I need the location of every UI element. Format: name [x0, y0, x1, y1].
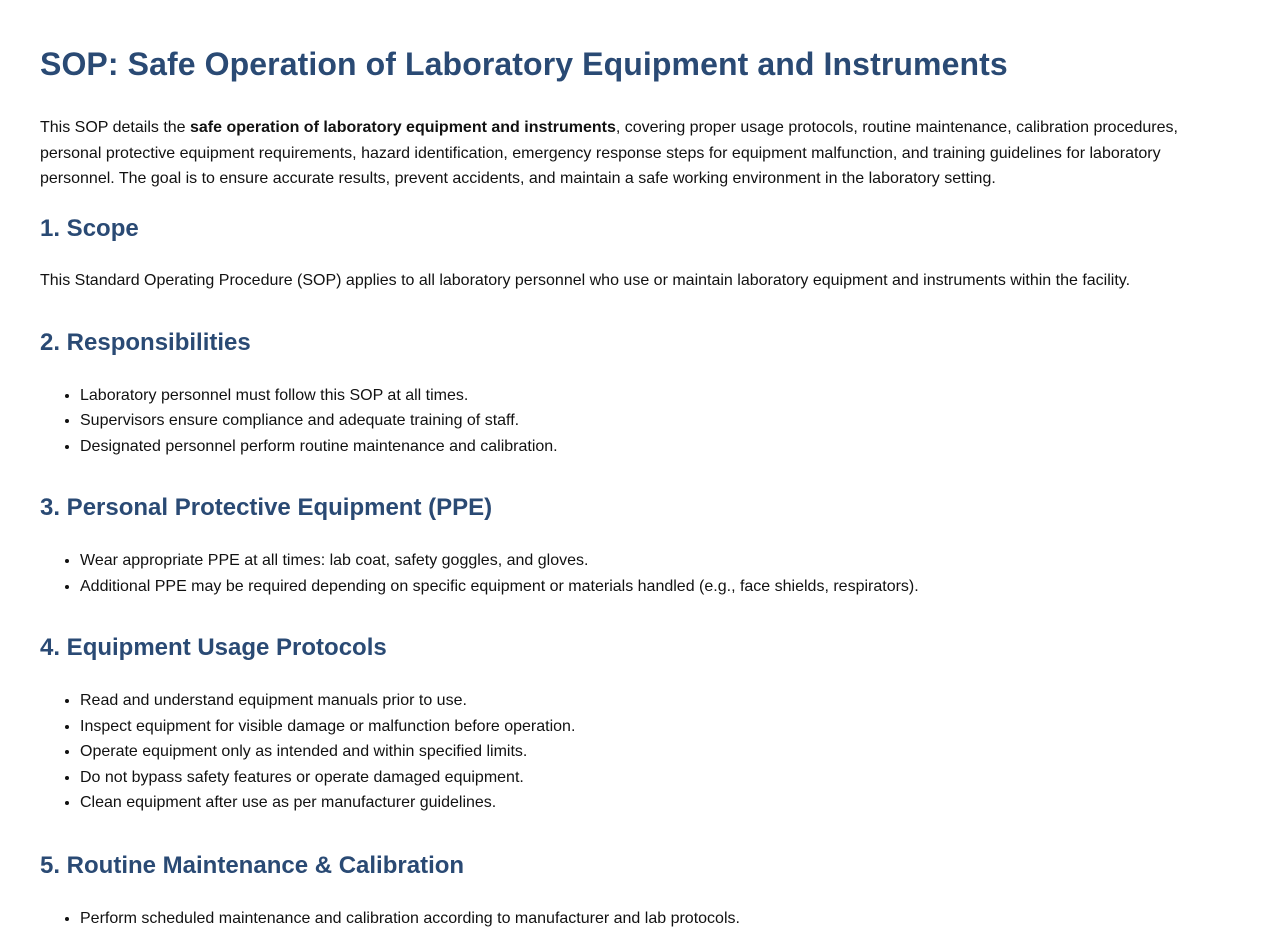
page-title: SOP: Safe Operation of Laboratory Equipment and Instruments — [40, 0, 1223, 84]
list-item: • Do not bypass safety features or operate damaged equipment. — [80, 765, 1223, 791]
list-item: • Laboratory personnel must follow this SOP at all times. — [80, 383, 1223, 409]
intro-bold-phrase: safe operation of laboratory equipment and instruments — [190, 119, 616, 136]
section-heading-usage: 4. Equipment Usage Protocols — [40, 632, 1223, 664]
section-maintenance — [40, 850, 1223, 931]
section-heading-scope: 1. Scope — [40, 213, 1223, 245]
intro-text-start: This SOP details the — [40, 119, 190, 136]
responsibilities-list — [40, 383, 1223, 460]
intro-paragraph — [40, 115, 1210, 192]
list-item: • Additional PPE may be required depending on specific equipment or materials handled (e.g., face shields, respirators). — [80, 574, 1223, 600]
section-heading-ppe: 3. Personal Protective Equipment (PPE) — [40, 492, 1223, 524]
list-item: • Designated personnel perform routine maintenance and calibration. — [80, 434, 1223, 460]
section-ppe — [40, 492, 1223, 599]
section-heading-responsibilities: 2. Responsibilities — [40, 327, 1223, 359]
usage-list — [40, 688, 1223, 816]
list-item: • Clean equipment after use as per manufacturer guidelines. — [80, 790, 1223, 816]
list-item: • Operate equipment only as intended and within specified limits. — [80, 739, 1223, 765]
maintenance-list — [40, 906, 1223, 931]
list-item: • Supervisors ensure compliance and adequate training of staff. — [80, 408, 1223, 434]
list-item: • Inspect equipment for visible damage or malfunction before operation. — [80, 714, 1223, 740]
scope-paragraph: This Standard Operating Procedure (SOP) applies to all laboratory personnel who use or maintain laboratory equipment and instruments within the facility. — [40, 268, 1223, 293]
section-scope — [40, 213, 1223, 293]
section-heading-maintenance: 5. Routine Maintenance & Calibration — [40, 850, 1223, 882]
section-responsibilities — [40, 327, 1223, 460]
list-item: • Wear appropriate PPE at all times: lab coat, safety goggles, and gloves. — [80, 548, 1223, 574]
section-usage-protocols — [40, 632, 1223, 816]
list-item: • Read and understand equipment manuals prior to use. — [80, 688, 1223, 714]
intro-text-end: , covering proper usage protocols, routine maintenance, calibration procedures, personal protective equipment requirements, hazard identification, emergency response steps for equipment malfunction, and training guidelines for laboratory personnel. The goal is to ensure accurate results, prevent accidents, and maintain a safe working environment in the laboratory setting. — [40, 119, 1178, 187]
list-item: • Perform scheduled maintenance and calibration according to manufacturer and lab protocols. — [80, 906, 1223, 931]
ppe-list — [40, 548, 1223, 599]
